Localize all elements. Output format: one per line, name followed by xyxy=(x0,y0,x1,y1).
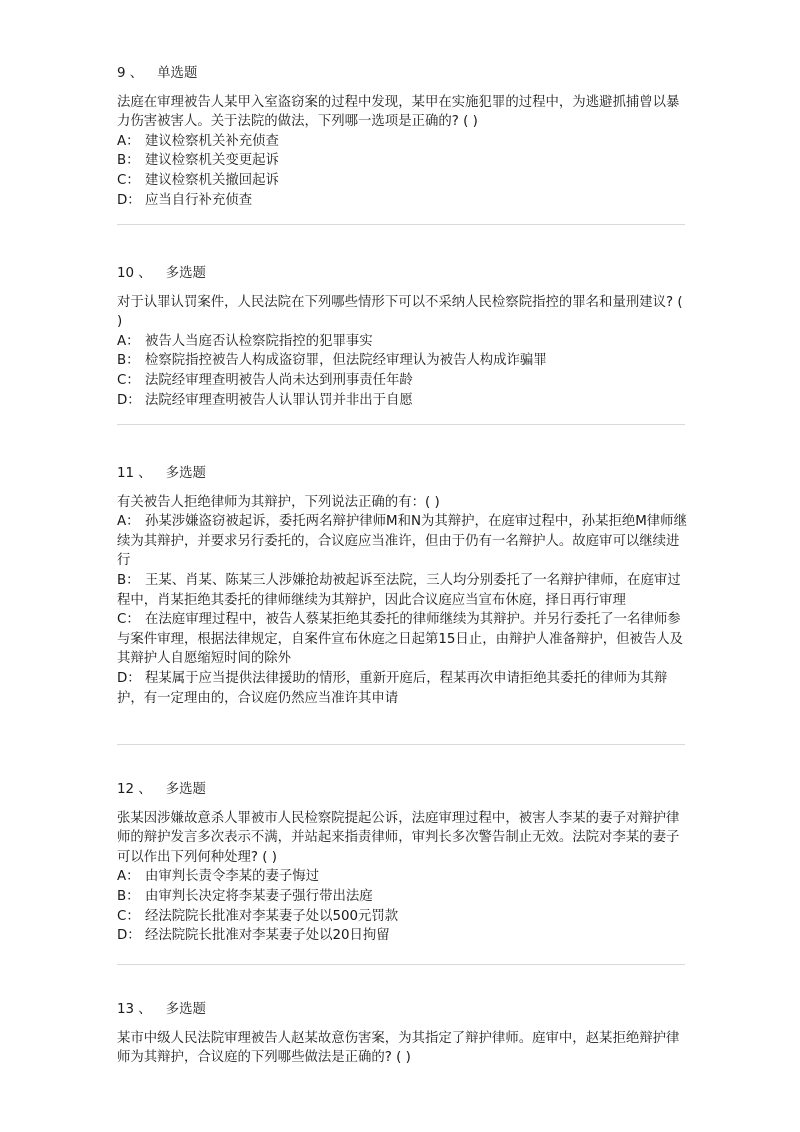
option-text: 经法院院长批准对李某妻子处以20日拘留 xyxy=(145,928,390,944)
question-number: 13 、 xyxy=(117,1002,152,1017)
option-b xyxy=(117,351,689,371)
question-header xyxy=(117,780,689,800)
question-header xyxy=(117,64,689,84)
question-10 xyxy=(117,264,689,410)
question-header xyxy=(117,264,689,284)
question-stem: 有关被告人拒绝律师为其辩护，下列说法正确的有：( ) xyxy=(117,494,440,510)
option-text: 在法庭审理过程中，被告人蔡某拒绝其委托的律师继续为其辩护。并另行委托了一名律师参与案件审理，根据法律规定，自案件宣布休庭之日起第15日止，由辩护人准备辩护，但被告人及其辩护人自愿缩短时间的除外 xyxy=(117,612,684,667)
option-c xyxy=(117,371,689,391)
divider xyxy=(117,744,685,745)
option-label: A： xyxy=(117,869,140,885)
option-text: 王某、肖某、陈某三人涉嫌抢劫被起诉至法院，三人均分别委托了一名辩护律师，在庭审过程中，肖某拒绝其委托的律师继续为其辩护，因此合议庭应当宣布休庭，择日再行审理 xyxy=(117,572,681,608)
option-c xyxy=(117,907,689,927)
option-label: C： xyxy=(117,372,140,388)
option-label: D： xyxy=(117,670,141,686)
option-label: B： xyxy=(117,572,140,588)
question-number: 12 、 xyxy=(117,782,152,797)
question-type: 多选题 xyxy=(165,466,206,481)
option-label: B： xyxy=(117,153,140,169)
question-11 xyxy=(117,464,689,708)
option-label: C： xyxy=(117,612,140,628)
option-label: C： xyxy=(117,172,140,188)
option-text: 程某属于应当提供法律援助的情形，重新开庭后，程某再次申请拒绝其委托的律师为其辩护，有一定理由的，合议庭仍然应当准许其申请 xyxy=(117,670,668,706)
option-text: 建议检察机关撤回起诉 xyxy=(145,172,279,188)
question-stem: 张某因涉嫌故意杀人罪被市人民检察院提起公诉，法庭审理过程中，被害人李某的妻子对辩护律师的辩护发言多次表示不满，并站起来指责律师，审判长多次警告制止无效。法院对李某的妻子可以作出下列何种处理? ( ) xyxy=(117,810,680,865)
option-text: 由审判长责令李某的妻子悔过 xyxy=(145,869,320,885)
option-d xyxy=(117,926,689,946)
divider xyxy=(117,224,685,225)
question-13 xyxy=(117,1000,689,1068)
question-stem: 某市中级人民法院审理被告人赵某故意伤害案，为其指定了辩护律师。庭审中，赵某拒绝辩护律师为其辩护，合议庭的下列哪些做法是正确的? ( ) xyxy=(117,1030,680,1066)
question-number: 9 、 xyxy=(117,66,144,81)
option-d xyxy=(117,191,689,211)
option-text: 经法院院长批准对李某妻子处以500元罚款 xyxy=(145,908,399,924)
question-header xyxy=(117,1000,689,1020)
option-d xyxy=(117,669,689,708)
divider xyxy=(117,964,685,965)
question-stem: 对于认罪认罚案件，人民法院在下列哪些情形下可以不采纳人民检察院指控的罪名和量刑建议? ( ) xyxy=(117,294,683,330)
option-b xyxy=(117,571,689,610)
option-label: D： xyxy=(117,392,141,408)
option-text: 由审判长决定将李某妻子强行带出法庭 xyxy=(145,888,373,904)
question-type: 多选题 xyxy=(165,782,206,797)
question-12 xyxy=(117,780,689,946)
option-label: A： xyxy=(117,133,140,149)
option-a xyxy=(117,512,689,571)
option-text: 建议检察机关变更起诉 xyxy=(145,153,279,169)
option-b xyxy=(117,151,689,171)
option-a xyxy=(117,867,689,887)
option-a xyxy=(117,132,689,152)
question-stem: 法庭在审理被告人某甲入室盗窃案的过程中发现，某甲在实施犯罪的过程中，为逃避抓捕曾以暴力伤害被害人。关于法院的做法，下列哪一选项是正确的? ( ) xyxy=(117,94,680,130)
question-type: 单选题 xyxy=(157,66,198,81)
option-label: C： xyxy=(117,908,140,924)
option-b xyxy=(117,887,689,907)
question-type: 多选题 xyxy=(165,266,206,281)
option-text: 被告人当庭否认检察院指控的犯罪事实 xyxy=(145,333,373,349)
option-text: 孙某涉嫌盗窃被起诉，委托两名辩护律师M和N为其辩护，在庭审过程中，孙某拒绝M律师继续为其辩护，并要求另行委托的，合议庭应当准许，但由于仍有一名辩护人。故庭审可以继续进行 xyxy=(117,514,687,569)
option-a xyxy=(117,332,689,352)
divider xyxy=(117,424,685,425)
option-label: D： xyxy=(117,192,141,208)
option-text: 应当自行补充侦查 xyxy=(145,192,253,208)
option-text: 建议检察机关补充侦查 xyxy=(145,133,279,149)
option-label: A： xyxy=(117,514,140,530)
option-label: B： xyxy=(117,353,140,369)
option-label: B： xyxy=(117,888,140,904)
option-text: 法院经审理查明被告人尚未达到刑事责任年龄 xyxy=(145,372,413,388)
option-label: A： xyxy=(117,333,140,349)
question-number: 10 、 xyxy=(117,266,152,281)
question-type: 多选题 xyxy=(165,1002,206,1017)
question-9 xyxy=(117,64,689,210)
question-number: 11 、 xyxy=(117,466,152,481)
option-text: 检察院指控被告人构成盗窃罪，但法院经审理认为被告人构成诈骗罪 xyxy=(145,353,547,369)
option-label: D： xyxy=(117,928,141,944)
question-header xyxy=(117,464,689,484)
option-c xyxy=(117,171,689,191)
option-c xyxy=(117,610,689,669)
option-d xyxy=(117,391,689,411)
option-text: 法院经审理查明被告人认罪认罚并非出于自愿 xyxy=(145,392,413,408)
